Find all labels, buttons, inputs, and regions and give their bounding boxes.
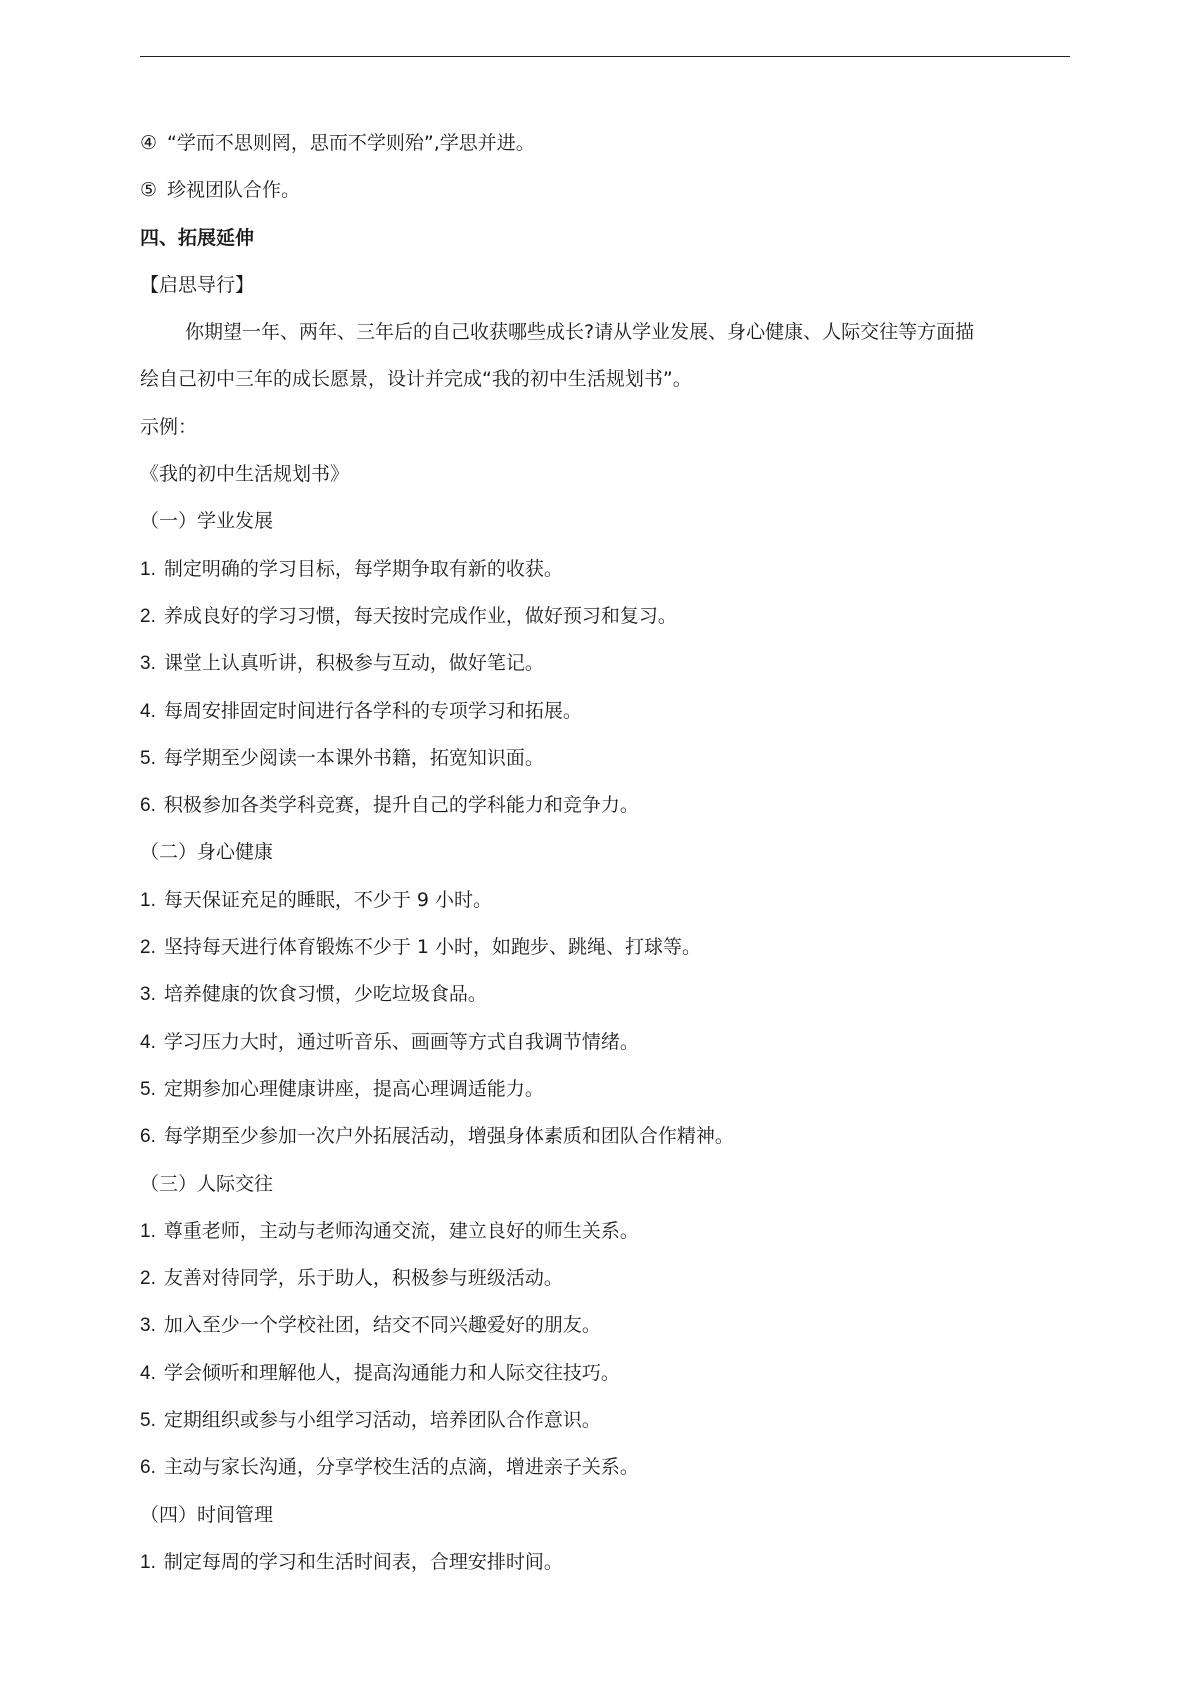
item-number: 3.: [140, 1315, 156, 1337]
list-item: [140, 1397, 1070, 1444]
item-number: 1.: [140, 889, 156, 911]
list-marker: ⑤: [140, 179, 158, 202]
list-item-text: 每学期至少阅读一本课外书籍，拓宽知识面。: [163, 746, 544, 769]
list-item-text: 每周安排固定时间进行各学科的专项学习和拓展。: [163, 699, 582, 722]
list-item: [140, 546, 1070, 593]
list-item: [140, 1208, 1070, 1255]
list-item-text: 定期参加心理健康讲座，提高心理调适能力。: [163, 1077, 544, 1100]
list-item-text: 加入至少一个学校社团，结交不同兴趣爱好的朋友。: [163, 1314, 601, 1337]
list-item-text: 每天保证充足的睡眠，不少于 9 小时。: [163, 888, 493, 911]
list-item: [140, 877, 1070, 924]
item-number: 1.: [140, 1220, 156, 1242]
list-item: [140, 640, 1070, 687]
item-number: 4.: [140, 1031, 156, 1053]
list-item: [140, 1019, 1070, 1066]
list-item-text: 每学期至少参加一次户外拓展活动，增强身体素质和团队合作精神。: [163, 1125, 734, 1148]
item-number: 2.: [140, 605, 156, 627]
plan-title: 《我的初中生活规划书》: [140, 463, 350, 486]
list-item: [140, 1113, 1070, 1160]
list-item: [140, 593, 1070, 640]
item-number: 6.: [140, 795, 156, 817]
list-item-text: “学而不思则罔，思而不学则殆”,学思并进。: [167, 132, 535, 154]
list-item: [140, 1066, 1070, 1113]
list-item-text: 主动与家长沟通，分享学校生活的点滴，增进亲子关系。: [163, 1456, 639, 1479]
list-item-text: 学习压力大时，通过听音乐、画画等方式自我调节情绪。: [163, 1030, 639, 1053]
list-item: [140, 167, 1070, 214]
list-item-text: 制定每周的学习和生活时间表，合理安排时间。: [163, 1550, 563, 1573]
item-number: 4.: [140, 1362, 156, 1384]
list-item-text: 友善对待同学，乐于助人，积极参与班级活动。: [163, 1267, 563, 1290]
list-item: [140, 120, 1070, 167]
group-heading: （三）人际交往: [140, 1172, 274, 1195]
list-item-text: 培养健康的饮食习惯，少吃垃圾食品。: [163, 983, 487, 1006]
list-item: [140, 971, 1070, 1018]
list-item: [140, 1302, 1070, 1349]
item-number: 5.: [140, 747, 156, 769]
list-item-text: 定期组织或参与小组学习活动，培养团队合作意识。: [163, 1409, 601, 1432]
list-item: [140, 1539, 1070, 1586]
list-item: [140, 1255, 1070, 1302]
group-heading: （一）学业发展: [140, 510, 274, 533]
section-title: 四、拓展延伸: [140, 226, 255, 249]
list-item-text: 养成良好的学习习惯，每天按时完成作业，做好预习和复习。: [163, 604, 677, 627]
item-number: 4.: [140, 700, 156, 722]
group-heading: （二）身心健康: [140, 841, 274, 864]
item-number: 5.: [140, 1410, 156, 1432]
list-item: [140, 924, 1070, 971]
item-number: 6.: [140, 1457, 156, 1479]
intro-paragraph-line: 你期望一年、两年、三年后的自己收获哪些成长?请从学业发展、身心健康、人际交往等方面描: [185, 321, 975, 344]
list-item-text: 积极参加各类学科竞赛，提升自己的学科能力和竞争力。: [163, 794, 639, 817]
list-item-text: 坚持每天进行体育锻炼不少于 1 小时，如跑步、跳绳、打球等。: [163, 936, 702, 959]
list-item: [140, 1444, 1070, 1491]
list-item: [140, 782, 1070, 829]
list-item-text: 制定明确的学习目标，每学期争取有新的收获。: [163, 557, 563, 580]
subsection-title: 【启思导行】: [140, 273, 255, 296]
item-number: 1.: [140, 558, 156, 580]
list-item-text: 珍视团队合作。: [167, 179, 301, 202]
item-number: 3.: [140, 653, 156, 675]
list-item-text: 学会倾听和理解他人，提高沟通能力和人际交往技巧。: [163, 1361, 620, 1384]
item-number: 1.: [140, 1551, 156, 1573]
list-item: [140, 735, 1070, 782]
list-item: [140, 1350, 1070, 1397]
list-item: [140, 688, 1070, 735]
item-number: 2.: [140, 1268, 156, 1290]
list-marker: ④: [140, 132, 158, 154]
group-heading: （四）时间管理: [140, 1503, 274, 1526]
item-number: 3.: [140, 984, 156, 1006]
document-body: [140, 120, 1070, 1586]
example-label: 示例：: [140, 415, 198, 438]
list-item-text: 尊重老师，主动与老师沟通交流，建立良好的师生关系。: [163, 1219, 639, 1242]
item-number: 6.: [140, 1126, 156, 1148]
header-rule: [140, 56, 1070, 57]
intro-paragraph-line: 绘自己初中三年的成长愿景，设计并完成“我的初中生活规划书”。: [140, 368, 692, 391]
item-number: 5.: [140, 1078, 156, 1100]
list-item-text: 课堂上认真听讲，积极参与互动，做好笔记。: [163, 652, 544, 675]
item-number: 2.: [140, 937, 156, 959]
